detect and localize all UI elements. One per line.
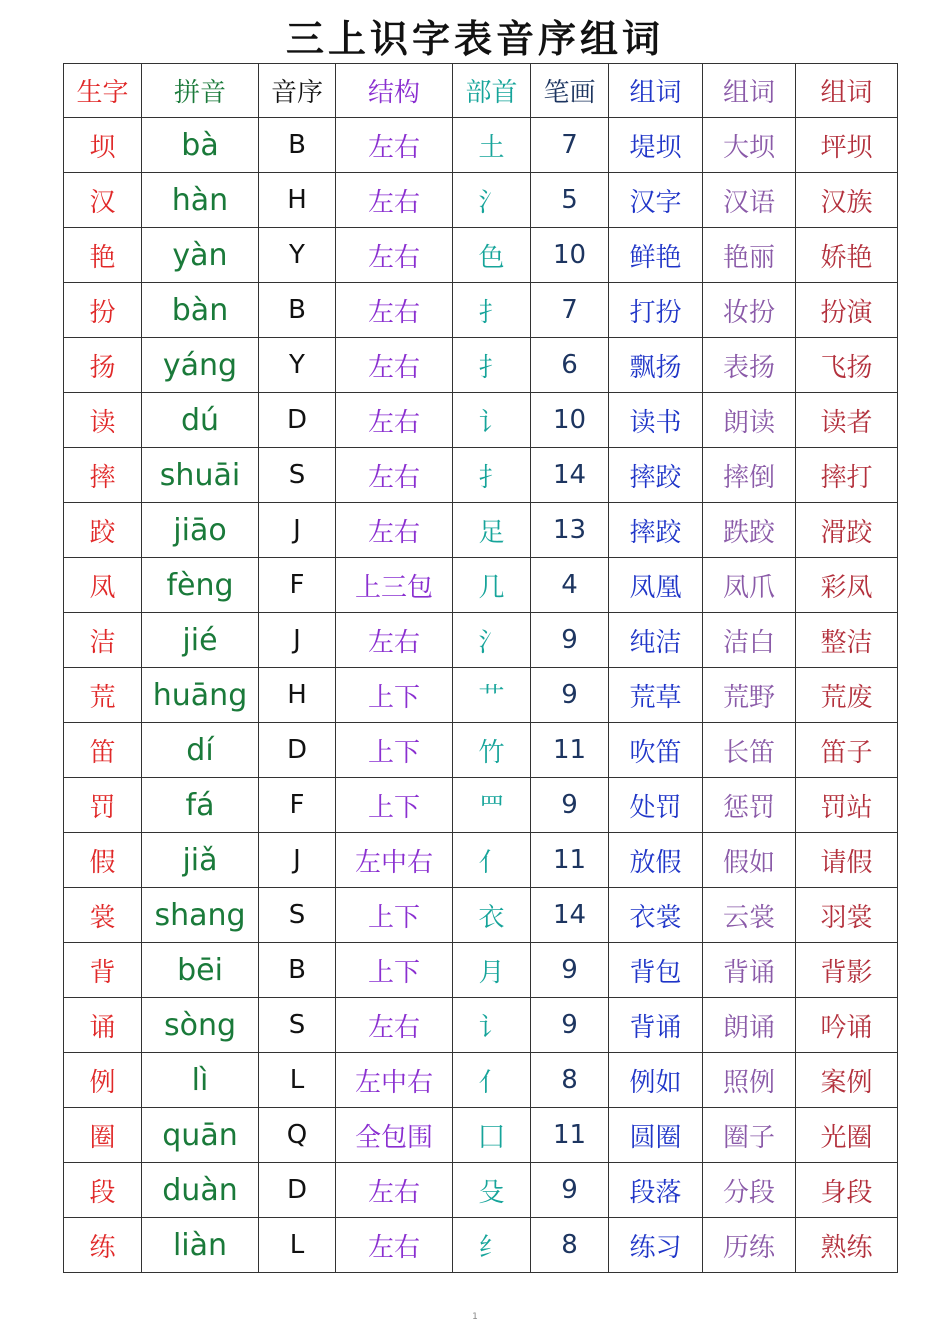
cell-order: F bbox=[259, 558, 336, 613]
cell-radical: 色 bbox=[453, 228, 531, 283]
table-row bbox=[64, 338, 898, 393]
cell-strokes: 11 bbox=[531, 1108, 609, 1163]
cell-strokes: 10 bbox=[531, 228, 609, 283]
table-row bbox=[64, 723, 898, 778]
cell-word-2: 凤爪 bbox=[703, 558, 796, 613]
cell-word-1: 堤坝 bbox=[609, 118, 703, 173]
cell-word-3: 彩凤 bbox=[796, 558, 898, 613]
cell-word-3: 案例 bbox=[796, 1053, 898, 1108]
cell-structure: 上下 bbox=[336, 778, 453, 833]
header-word-2: 组词 bbox=[703, 64, 796, 118]
cell-strokes: 9 bbox=[531, 1163, 609, 1218]
cell-structure: 左右 bbox=[336, 448, 453, 503]
cell-pinyin: jié bbox=[142, 613, 259, 668]
table-row bbox=[64, 1163, 898, 1218]
cell-char: 裳 bbox=[64, 888, 142, 943]
cell-radical: 扌 bbox=[453, 448, 531, 503]
cell-structure: 全包围 bbox=[336, 1108, 453, 1163]
cell-char: 罚 bbox=[64, 778, 142, 833]
cell-word-1: 纯洁 bbox=[609, 613, 703, 668]
cell-structure: 左右 bbox=[336, 228, 453, 283]
cell-pinyin: bà bbox=[142, 118, 259, 173]
cell-structure: 上下 bbox=[336, 943, 453, 998]
cell-word-2: 圈子 bbox=[703, 1108, 796, 1163]
cell-char: 扬 bbox=[64, 338, 142, 393]
cell-radical: 氵 bbox=[453, 613, 531, 668]
cell-word-1: 放假 bbox=[609, 833, 703, 888]
cell-strokes: 14 bbox=[531, 888, 609, 943]
cell-word-2: 跌跤 bbox=[703, 503, 796, 558]
cell-radical: 足 bbox=[453, 503, 531, 558]
cell-order: D bbox=[259, 1163, 336, 1218]
cell-order: Q bbox=[259, 1108, 336, 1163]
cell-word-3: 娇艳 bbox=[796, 228, 898, 283]
cell-word-3: 请假 bbox=[796, 833, 898, 888]
cell-word-1: 鲜艳 bbox=[609, 228, 703, 283]
cell-word-3: 读者 bbox=[796, 393, 898, 448]
cell-word-3: 扮演 bbox=[796, 283, 898, 338]
header-word-3: 组词 bbox=[796, 64, 898, 118]
cell-word-2: 云裳 bbox=[703, 888, 796, 943]
cell-word-2: 长笛 bbox=[703, 723, 796, 778]
table-row bbox=[64, 943, 898, 998]
header-structure: 结构 bbox=[336, 64, 453, 118]
cell-word-3: 身段 bbox=[796, 1163, 898, 1218]
cell-word-3: 飞扬 bbox=[796, 338, 898, 393]
table-row bbox=[64, 613, 898, 668]
cell-pinyin: hàn bbox=[142, 173, 259, 228]
cell-strokes: 9 bbox=[531, 668, 609, 723]
cell-radical: 讠 bbox=[453, 393, 531, 448]
cell-strokes: 7 bbox=[531, 118, 609, 173]
cell-order: L bbox=[259, 1218, 336, 1273]
cell-strokes: 9 bbox=[531, 943, 609, 998]
cell-order: J bbox=[259, 503, 336, 558]
cell-strokes: 5 bbox=[531, 173, 609, 228]
cell-order: B bbox=[259, 283, 336, 338]
cell-strokes: 8 bbox=[531, 1053, 609, 1108]
cell-word-2: 历练 bbox=[703, 1218, 796, 1273]
cell-word-2: 朗读 bbox=[703, 393, 796, 448]
cell-char: 例 bbox=[64, 1053, 142, 1108]
cell-strokes: 10 bbox=[531, 393, 609, 448]
cell-word-3: 羽裳 bbox=[796, 888, 898, 943]
cell-strokes: 8 bbox=[531, 1218, 609, 1273]
cell-word-1: 摔跤 bbox=[609, 503, 703, 558]
cell-word-1: 例如 bbox=[609, 1053, 703, 1108]
header-word-1: 组词 bbox=[609, 64, 703, 118]
cell-radical: 衣 bbox=[453, 888, 531, 943]
cell-word-2: 洁白 bbox=[703, 613, 796, 668]
cell-char: 背 bbox=[64, 943, 142, 998]
cell-pinyin: dí bbox=[142, 723, 259, 778]
cell-word-2: 惩罚 bbox=[703, 778, 796, 833]
cell-word-3: 罚站 bbox=[796, 778, 898, 833]
cell-radical: 亻 bbox=[453, 833, 531, 888]
cell-word-2: 大坝 bbox=[703, 118, 796, 173]
cell-char: 笛 bbox=[64, 723, 142, 778]
cell-structure: 左右 bbox=[336, 173, 453, 228]
cell-char: 跤 bbox=[64, 503, 142, 558]
cell-radical: 扌 bbox=[453, 338, 531, 393]
table-row bbox=[64, 393, 898, 448]
cell-word-2: 表扬 bbox=[703, 338, 796, 393]
cell-strokes: 4 bbox=[531, 558, 609, 613]
cell-char: 扮 bbox=[64, 283, 142, 338]
cell-strokes: 9 bbox=[531, 778, 609, 833]
cell-structure: 左右 bbox=[336, 998, 453, 1053]
table-row bbox=[64, 833, 898, 888]
cell-strokes: 9 bbox=[531, 998, 609, 1053]
table-row bbox=[64, 283, 898, 338]
cell-word-3: 背影 bbox=[796, 943, 898, 998]
cell-word-3: 摔打 bbox=[796, 448, 898, 503]
cell-char: 摔 bbox=[64, 448, 142, 503]
cell-structure: 上下 bbox=[336, 888, 453, 943]
page-title: 三上识字表音序组词 bbox=[285, 17, 664, 61]
cell-structure: 上三包 bbox=[336, 558, 453, 613]
table-row bbox=[64, 888, 898, 943]
cell-word-1: 练习 bbox=[609, 1218, 703, 1273]
cell-word-1: 凤凰 bbox=[609, 558, 703, 613]
cell-strokes: 11 bbox=[531, 723, 609, 778]
cell-char: 荒 bbox=[64, 668, 142, 723]
cell-strokes: 13 bbox=[531, 503, 609, 558]
cell-char: 洁 bbox=[64, 613, 142, 668]
cell-word-1: 处罚 bbox=[609, 778, 703, 833]
cell-order: S bbox=[259, 888, 336, 943]
cell-word-3: 光圈 bbox=[796, 1108, 898, 1163]
cell-word-2: 假如 bbox=[703, 833, 796, 888]
header-radical: 部首 bbox=[453, 64, 531, 118]
cell-strokes: 11 bbox=[531, 833, 609, 888]
table-row bbox=[64, 1053, 898, 1108]
cell-structure: 左右 bbox=[336, 393, 453, 448]
cell-order: Y bbox=[259, 338, 336, 393]
cell-strokes: 14 bbox=[531, 448, 609, 503]
cell-strokes: 7 bbox=[531, 283, 609, 338]
cell-radical: 几 bbox=[453, 558, 531, 613]
cell-radical: 罒 bbox=[453, 778, 531, 833]
cell-word-3: 整洁 bbox=[796, 613, 898, 668]
cell-strokes: 6 bbox=[531, 338, 609, 393]
cell-word-2: 朗诵 bbox=[703, 998, 796, 1053]
cell-pinyin: quān bbox=[142, 1108, 259, 1163]
cell-radical: 土 bbox=[453, 118, 531, 173]
table-body bbox=[64, 118, 898, 1273]
cell-word-1: 吹笛 bbox=[609, 723, 703, 778]
cell-pinyin: shuāi bbox=[142, 448, 259, 503]
table-row bbox=[64, 1108, 898, 1163]
cell-order: S bbox=[259, 998, 336, 1053]
cell-radical: 囗 bbox=[453, 1108, 531, 1163]
cell-word-1: 摔跤 bbox=[609, 448, 703, 503]
cell-pinyin: huāng bbox=[142, 668, 259, 723]
cell-word-3: 荒废 bbox=[796, 668, 898, 723]
cell-pinyin: liàn bbox=[142, 1218, 259, 1273]
cell-radical: 竹 bbox=[453, 723, 531, 778]
cell-radical: 亻 bbox=[453, 1053, 531, 1108]
cell-word-1: 打扮 bbox=[609, 283, 703, 338]
cell-pinyin: dú bbox=[142, 393, 259, 448]
cell-strokes: 9 bbox=[531, 613, 609, 668]
header-strokes: 笔画 bbox=[531, 64, 609, 118]
cell-structure: 左右 bbox=[336, 283, 453, 338]
cell-word-2: 分段 bbox=[703, 1163, 796, 1218]
cell-radical: 艹 bbox=[453, 668, 531, 723]
cell-word-3: 熟练 bbox=[796, 1218, 898, 1273]
cell-char: 读 bbox=[64, 393, 142, 448]
table-row bbox=[64, 558, 898, 613]
cell-radical: 殳 bbox=[453, 1163, 531, 1218]
cell-structure: 左中右 bbox=[336, 1053, 453, 1108]
cell-char: 诵 bbox=[64, 998, 142, 1053]
cell-word-1: 汉字 bbox=[609, 173, 703, 228]
cell-structure: 左中右 bbox=[336, 833, 453, 888]
table-row bbox=[64, 668, 898, 723]
cell-word-1: 荒草 bbox=[609, 668, 703, 723]
cell-pinyin: sòng bbox=[142, 998, 259, 1053]
table-row bbox=[64, 228, 898, 283]
cell-char: 圈 bbox=[64, 1108, 142, 1163]
cell-word-3: 汉族 bbox=[796, 173, 898, 228]
cell-order: J bbox=[259, 833, 336, 888]
cell-word-1: 读书 bbox=[609, 393, 703, 448]
cell-char: 练 bbox=[64, 1218, 142, 1273]
cell-word-2: 荒野 bbox=[703, 668, 796, 723]
cell-char: 坝 bbox=[64, 118, 142, 173]
cell-pinyin: bàn bbox=[142, 283, 259, 338]
cell-order: D bbox=[259, 723, 336, 778]
table-row bbox=[64, 448, 898, 503]
cell-word-1: 背诵 bbox=[609, 998, 703, 1053]
header-pinyin: 拼音 bbox=[142, 64, 259, 118]
cell-word-3: 滑跤 bbox=[796, 503, 898, 558]
cell-word-2: 照例 bbox=[703, 1053, 796, 1108]
cell-structure: 左右 bbox=[336, 118, 453, 173]
cell-pinyin: bēi bbox=[142, 943, 259, 998]
table-row bbox=[64, 503, 898, 558]
cell-structure: 左右 bbox=[336, 338, 453, 393]
table-row bbox=[64, 998, 898, 1053]
cell-pinyin: yàn bbox=[142, 228, 259, 283]
cell-word-1: 圆圈 bbox=[609, 1108, 703, 1163]
cell-pinyin: jiāo bbox=[142, 503, 259, 558]
cell-pinyin: fèng bbox=[142, 558, 259, 613]
cell-radical: 讠 bbox=[453, 998, 531, 1053]
table-row bbox=[64, 173, 898, 228]
cell-char: 艳 bbox=[64, 228, 142, 283]
page-number: 1 bbox=[472, 1312, 478, 1322]
cell-radical: 氵 bbox=[453, 173, 531, 228]
cell-char: 汉 bbox=[64, 173, 142, 228]
cell-word-2: 妆扮 bbox=[703, 283, 796, 338]
cell-pinyin: yáng bbox=[142, 338, 259, 393]
cell-word-3: 笛子 bbox=[796, 723, 898, 778]
cell-order: B bbox=[259, 943, 336, 998]
cell-pinyin: shang bbox=[142, 888, 259, 943]
header-row bbox=[64, 64, 898, 118]
cell-order: J bbox=[259, 613, 336, 668]
cell-word-2: 艳丽 bbox=[703, 228, 796, 283]
cell-word-1: 背包 bbox=[609, 943, 703, 998]
cell-word-3: 坪坝 bbox=[796, 118, 898, 173]
cell-order: F bbox=[259, 778, 336, 833]
table-row bbox=[64, 1218, 898, 1273]
cell-char: 凤 bbox=[64, 558, 142, 613]
header-char: 生字 bbox=[64, 64, 142, 118]
cell-radical: 纟 bbox=[453, 1218, 531, 1273]
cell-pinyin: duàn bbox=[142, 1163, 259, 1218]
cell-word-1: 衣裳 bbox=[609, 888, 703, 943]
cell-order: H bbox=[259, 668, 336, 723]
cell-order: Y bbox=[259, 228, 336, 283]
cell-order: H bbox=[259, 173, 336, 228]
cell-structure: 上下 bbox=[336, 668, 453, 723]
cell-pinyin: lì bbox=[142, 1053, 259, 1108]
header-order: 音序 bbox=[259, 64, 336, 118]
cell-structure: 左右 bbox=[336, 613, 453, 668]
cell-structure: 左右 bbox=[336, 1163, 453, 1218]
cell-pinyin: fá bbox=[142, 778, 259, 833]
cell-order: L bbox=[259, 1053, 336, 1108]
cell-word-2: 背诵 bbox=[703, 943, 796, 998]
cell-word-3: 吟诵 bbox=[796, 998, 898, 1053]
cell-radical: 月 bbox=[453, 943, 531, 998]
cell-radical: 扌 bbox=[453, 283, 531, 338]
cell-word-2: 摔倒 bbox=[703, 448, 796, 503]
cell-structure: 左右 bbox=[336, 1218, 453, 1273]
table-row bbox=[64, 778, 898, 833]
cell-word-1: 飘扬 bbox=[609, 338, 703, 393]
word-table bbox=[63, 63, 898, 1273]
cell-word-1: 段落 bbox=[609, 1163, 703, 1218]
cell-order: B bbox=[259, 118, 336, 173]
cell-pinyin: jiǎ bbox=[142, 833, 259, 888]
cell-char: 段 bbox=[64, 1163, 142, 1218]
cell-order: D bbox=[259, 393, 336, 448]
cell-char: 假 bbox=[64, 833, 142, 888]
table-row bbox=[64, 118, 898, 173]
cell-order: S bbox=[259, 448, 336, 503]
cell-structure: 上下 bbox=[336, 723, 453, 778]
cell-structure: 左右 bbox=[336, 503, 453, 558]
cell-word-2: 汉语 bbox=[703, 173, 796, 228]
